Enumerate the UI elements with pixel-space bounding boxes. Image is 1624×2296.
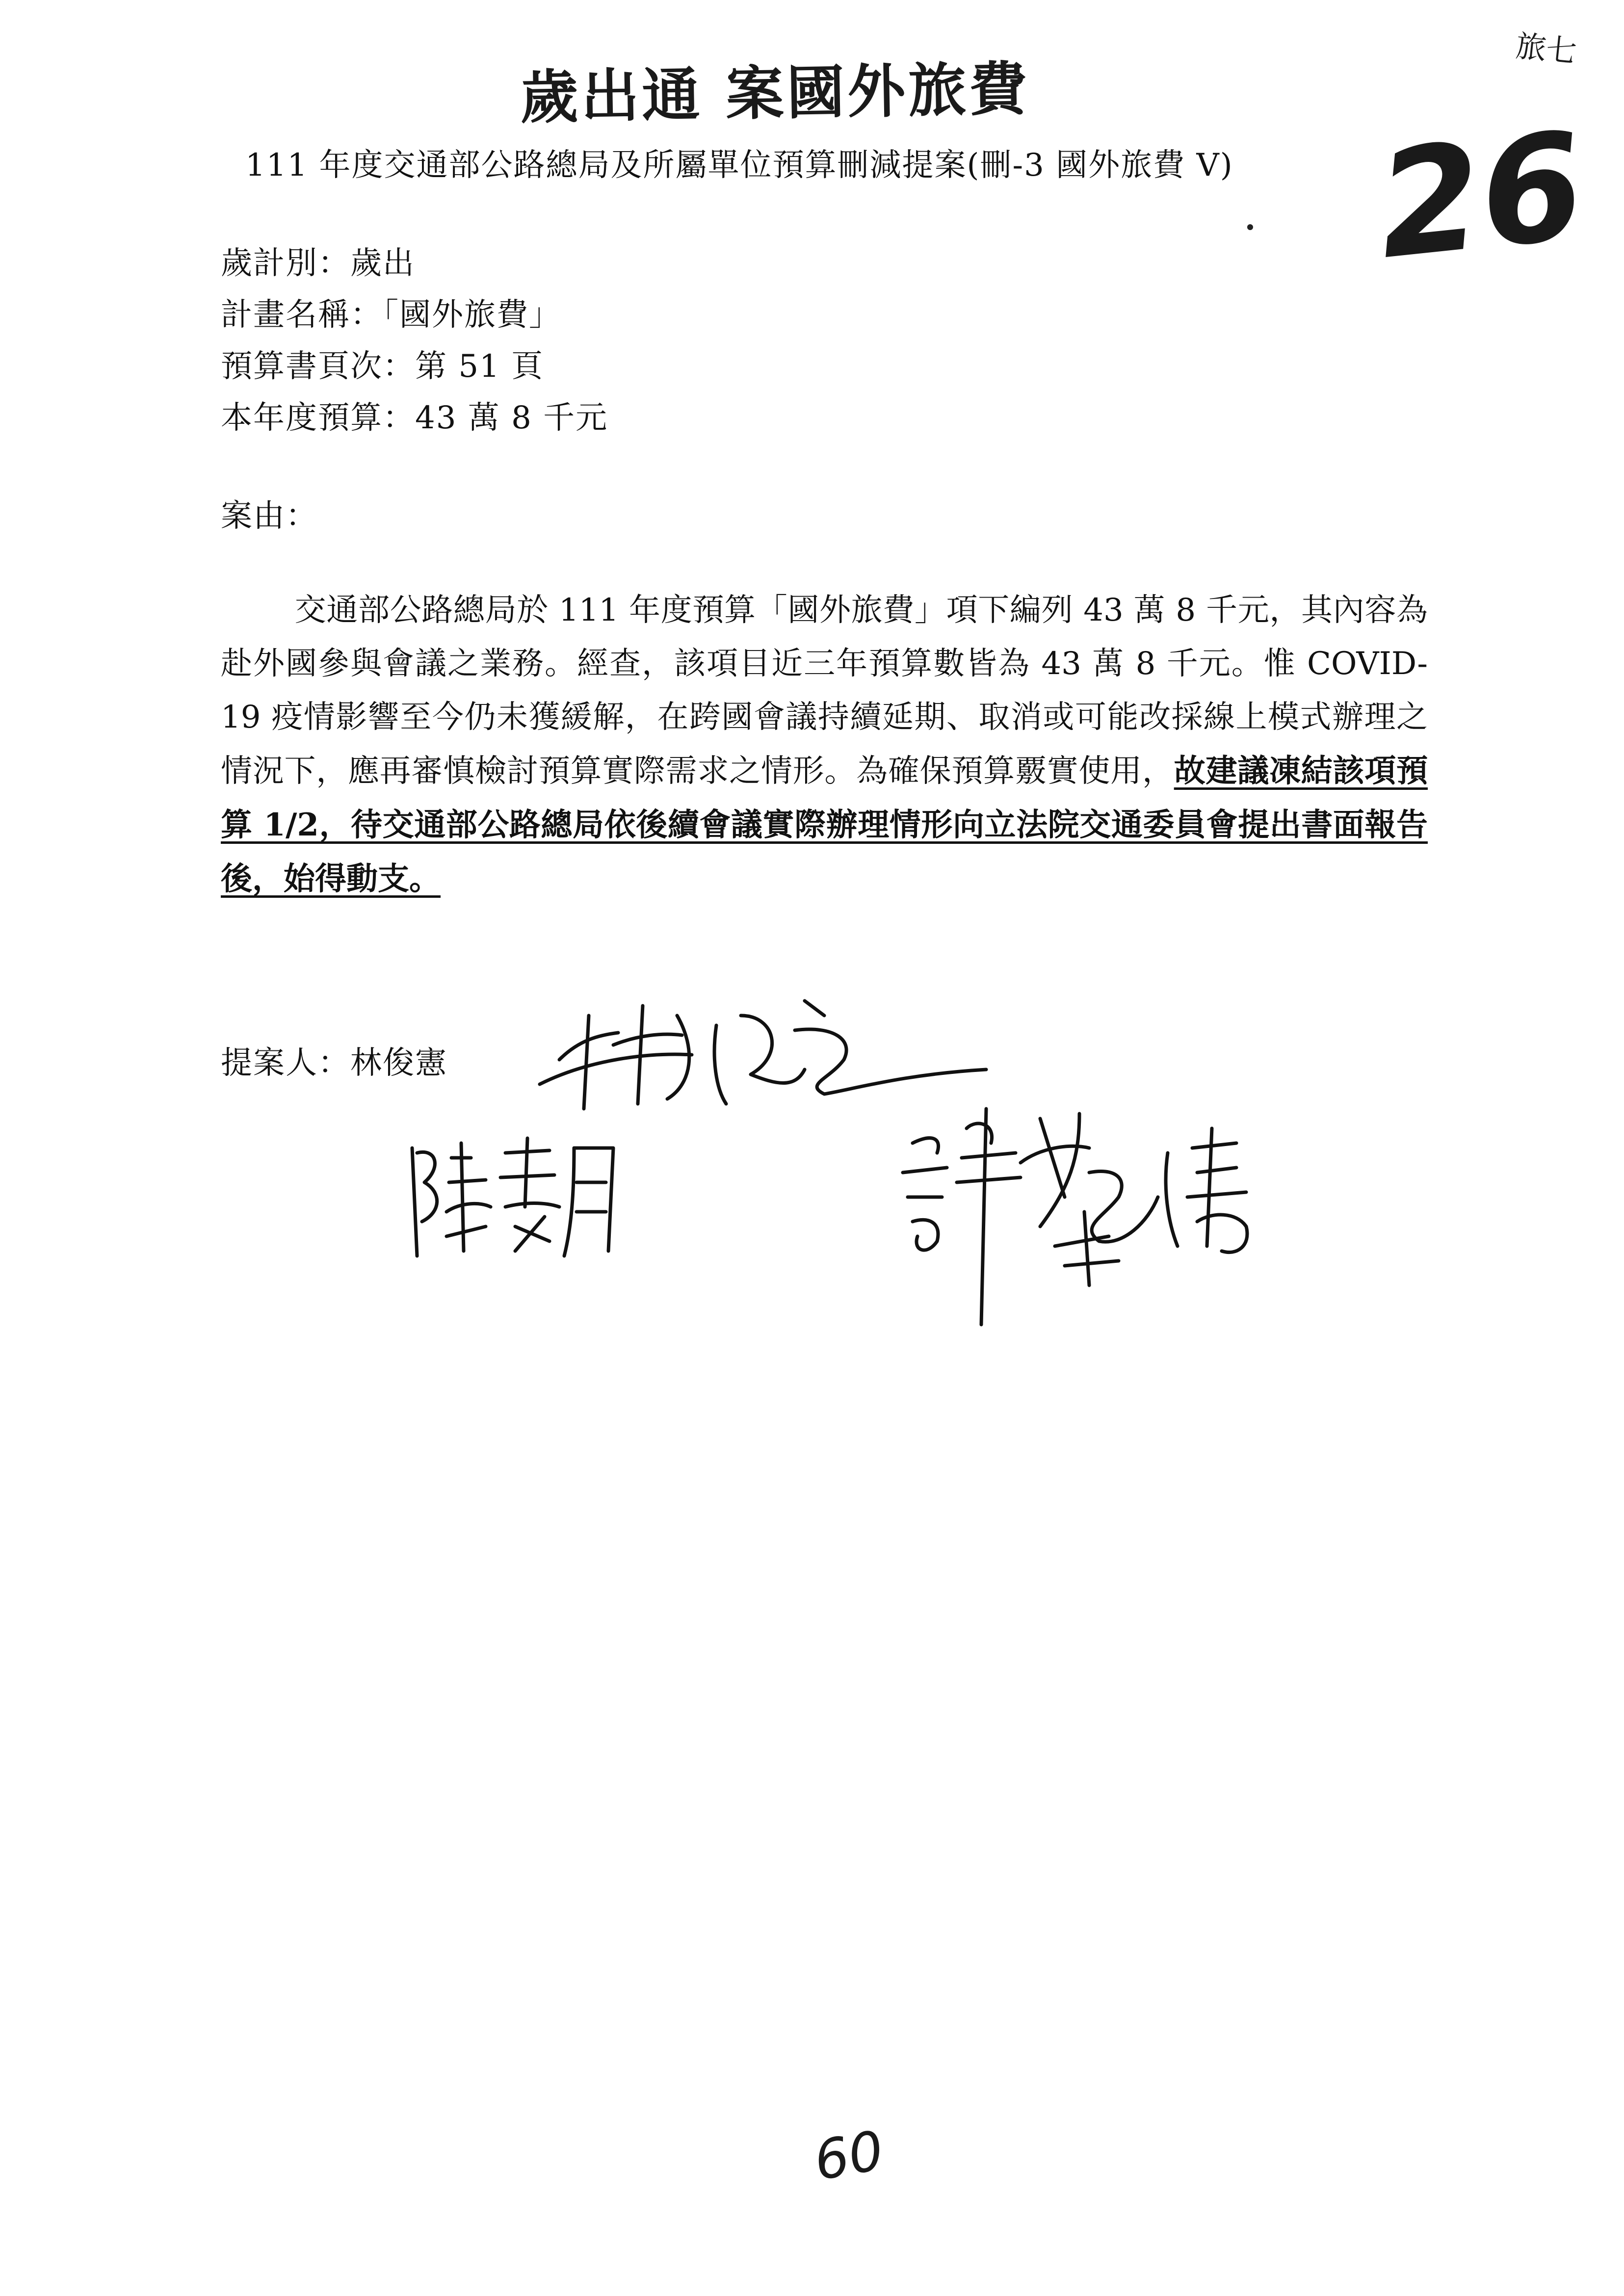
reason-paragraph [221,584,1428,906]
meta-plan-name: 計畫名稱：「國外旅費」 [221,297,561,333]
proposer-line: 提案人：林俊憲 [221,1045,447,1081]
handwritten-page-number: 26 [1370,100,1592,292]
ink-dot [1246,223,1256,233]
handwritten-bottom-mark: 60 [809,2118,889,2193]
signature-lin [530,986,996,1114]
signature-chen [402,1128,648,1266]
meta-budget-page: 預算書頁次：第 51 頁 [221,348,544,385]
meta-annual-budget: 本年度預算：43 萬 8 千元 [221,400,608,436]
reason-text: 交通部公路總局於 111 年度預算「國外旅費」項下編列 43 萬 8 千元，其內容為赴外國參與會議之業務。經查，該項目近三年預算數皆為 43 萬 8 千元。惟 COVID-19 疫情影響至今仍未獲緩解，在跨國會議持續延期、取消或可能改採線上模式辦理之情況下，應再審慎檢討預算實際需求之情形。為確保預算覈實使用， [221,592,1428,789]
meta-account-type: 歲計別：歲出 [221,245,415,282]
reason-label: 案由： [221,498,318,534]
handwritten-corner-note: 旅七 [1514,27,1578,70]
reason-emphasis: 故建議凍結該項預算 1/2，待交通部公路總局依後續會議實際辦理情形向立法院交通委員會提出書面報告後，始得動支。 [221,753,1428,897]
handwritten-header: 歲出通 案國外旅費 [520,54,1031,132]
signature-hsu [893,1099,1295,1344]
document-title: 111 年度交通部公路總局及所屬單位預算刪減提案(刪-3 國外旅費 V) [245,147,1233,183]
